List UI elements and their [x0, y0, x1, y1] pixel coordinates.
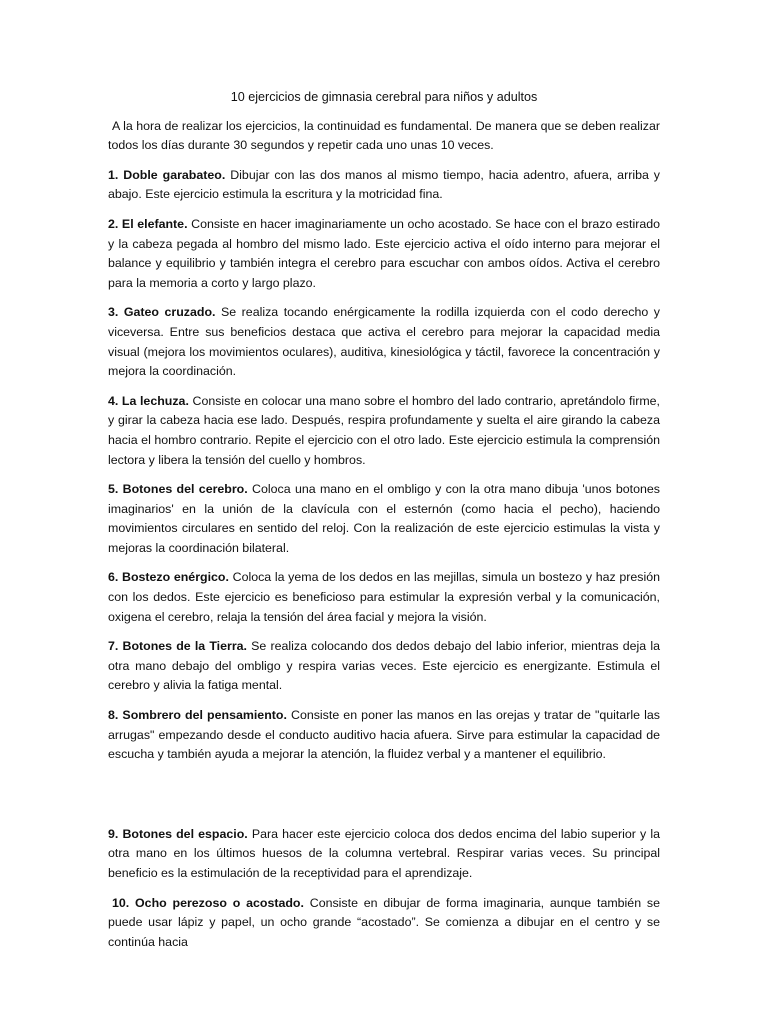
exercise-9-text: Para hacer este ejercicio coloca dos dedos encima del labio superior y la otra mano en los últimos huesos de la columna vertebral. Respirar varias veces. Su principal beneficio es la estimulación de la receptividad para el aprendizaje. — [108, 826, 660, 880]
document-title: 10 ejercicios de gimnasia cerebral para niños y adultos — [230, 90, 538, 104]
exercise-8-text: Consiste en poner las manos en las orejas y tratar de "quitarle las arrugas" empezando desde el conducto auditivo hacia afuera. Sirve para estimular la capacidad de escucha y también ayuda a mejorar la atención, la fluidez verbal y a mantener el equilibrio. — [108, 708, 660, 762]
exercise-4 — [108, 392, 660, 470]
exercise-3-text: Se realiza tocando enérgicamente la rodilla izquierda con el codo derecho y viceversa. Entre sus beneficios destaca que activa el cerebro para mejorar la capacidad media visual (mejora los movimientos oculares), auditiva, kinesiológica y táctil, favorece la concentración y mejora la coordinación. — [108, 305, 660, 379]
exercise-2-name: 2. El elefante. — [108, 216, 188, 231]
exercise-7-text: Se realiza colocando dos dedos debajo del labio inferior, mientras deja la otra mano debajo del ombligo y respira varias veces. Este ejercicio es energizante. Estimula el cerebro y alivia la fatiga mental. — [108, 639, 660, 693]
exercise-10-name: 10. Ocho perezoso o acostado. — [112, 895, 304, 910]
exercise-1 — [108, 166, 660, 205]
exercise-7-name: 7. Botones de la Tierra. — [108, 639, 247, 654]
blank-space — [108, 775, 660, 825]
exercise-2 — [108, 215, 660, 293]
exercise-4-name: 4. La lechuza. — [108, 393, 189, 408]
intro-paragraph: A la hora de realizar los ejercicios, la continuidad es fundamental. De manera que se deben realizar todos los días durante 30 segundos y repetir cada uno unas 10 veces. — [108, 118, 660, 153]
exercise-6-name: 6. Bostezo enérgico. — [108, 570, 229, 585]
exercise-10-text: Consiste en dibujar de forma imaginaria, aunque también se puede usar lápiz y papel, un ocho grande “acostado”. Se comienza a dibujar en el centro y se continúa hacia — [108, 895, 660, 949]
exercise-8 — [108, 706, 660, 765]
exercise-10 — [108, 894, 660, 953]
exercise-2-text: Consiste en hacer imaginariamente un ocho acostado. Se hace con el brazo estirado y la cabeza pegada al hombro del mismo lado. Este ejercicio activa el oído interno para mejorar el balance y equilibrio y también integra el cerebro para escuchar con ambos oídos. Activa el cerebro para la memoria a corto y largo plazo. — [108, 216, 660, 290]
exercise-5 — [108, 480, 660, 558]
exercise-4-text: Consiste en colocar una mano sobre el hombro del lado contrario, apretándolo firme, y girar la cabeza hacia ese lado. Después, respira profundamente y suelta el aire girando la cabeza hacia el hombro contrario. Repite el ejercicio con el otro lado. Este ejercicio estimula la comprensión lectora y libera la tensión del cuello y hombros. — [108, 393, 660, 467]
exercise-3 — [108, 303, 660, 381]
exercise-6-text: Coloca la yema de los dedos en las mejillas, simula un bostezo y haz presión con los dedos. Este ejercicio es beneficioso para estimular la expresión verbal y la comunicación, oxigena el cerebro, relaja la tensión del área facial y mejora la visión. — [108, 570, 660, 624]
exercise-1-name: 1. Doble garabateo. — [108, 167, 226, 182]
exercise-9-name: 9. Botones del espacio. — [108, 826, 248, 841]
exercise-7 — [108, 637, 660, 696]
exercise-5-name: 5. Botones del cerebro. — [108, 482, 248, 497]
exercise-1-text: Dibujar con las dos manos al mismo tiempo, hacia adentro, afuera, arriba y abajo. Este ejercicio estimula la escritura y la motricidad fina. — [108, 167, 660, 202]
exercise-9 — [108, 825, 660, 884]
exercise-3-name: 3. Gateo cruzado. — [108, 305, 216, 320]
exercise-5-text: Coloca una mano en el ombligo y con la otra mano dibuja 'unos botones imaginarios' en la unión de la clavícula con el esternón (como hacia el pecho), haciendo movimientos circulares en sentido del reloj. Con la realización de este ejercicio estimulas la vista y mejoras la coordinación bilateral. — [108, 482, 660, 555]
exercise-8-name: 8. Sombrero del pensamiento. — [108, 708, 287, 723]
exercise-6 — [108, 568, 660, 627]
